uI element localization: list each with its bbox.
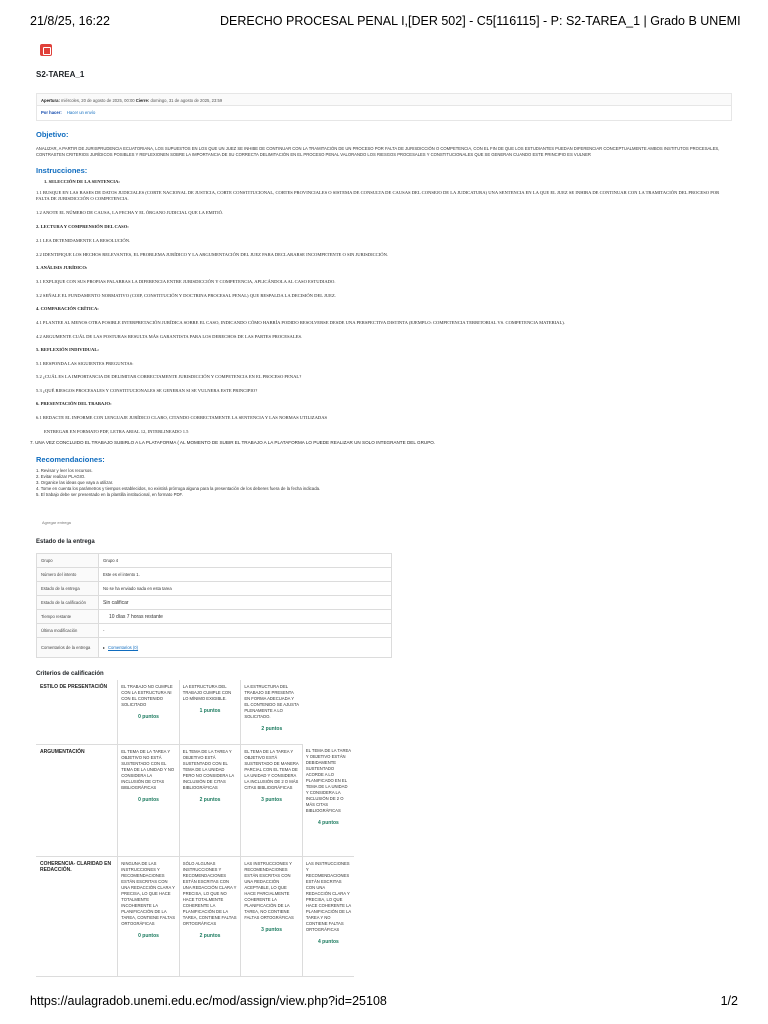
- table-row: [37, 610, 392, 624]
- rubric-level[interactable]: EL TEMA DE LA TAREA Y OBJETIVO ESTÁ SUSTENTADO CON EL TEMA DE LA UNIDAD PERO NO CONSIDERA LA INCLUSIÓN DE CITAS BIBLIOGRÁFICAS 2 puntos: [179, 744, 241, 856]
- todo-label: Por hacer:: [41, 110, 62, 115]
- instruction-item: 6.1 REDACTE EL INFORME CON LENGUAJE JURÍDICO CLARO, CITANDO CORRECTAMENTE LA SENTENCIA Y LAS NORMAS UTILIZADAS: [36, 415, 328, 420]
- instruction-item: 5. REFLEXIÓN INDIVIDUAL:: [36, 347, 99, 352]
- table-row: [37, 624, 392, 638]
- pdf-icon[interactable]: [40, 44, 52, 56]
- status-key: Número del intento: [37, 568, 99, 582]
- rubric-level[interactable]: LA ESTRUCTURA DEL TRABAJO SE PRESENTA EN FORMA ADECUADA Y EL CONTENIDO SE AJUSTA PLENAMENTE A LO SOLICITADO. 2 puntos: [241, 680, 303, 744]
- status-key: Grupo: [37, 554, 99, 568]
- instructions-list: [30, 179, 732, 445]
- table-row: [37, 554, 392, 568]
- instruction-item: 4. COMPARACIÓN CRÍTICA:: [36, 306, 99, 311]
- rubric-level[interactable]: EL TEMA DE LA TAREA Y OBJETIVO ESTÁ SUSTENTADO DE MANERA PARCIAL CON EL TEMA DE LA UNIDAD Y CONSIDERA LA INCLUSIÓN DE 2 O MÁS CITAS BIBLIOGRÁFICAS 3 puntos: [241, 744, 303, 856]
- rubric-level[interactable]: EL TEMA DE LA TAREA Y OBJETIVO ESTÁN DEBIDAMENTE SUSTENTADO ACORDE A LO PLANIFICADO EN EL TEMA DE LA UNIDAD Y CONSIDERA LA INCLUSIÓN DE 2 O MÁS CITAS BIBLIOGRÁFICAS 4 puntos: [302, 744, 354, 856]
- level-points: 0 puntos: [138, 796, 159, 803]
- level-points: 4 puntos: [318, 938, 339, 945]
- table-row: [37, 568, 392, 582]
- objective-text: ANALIZAR, A PARTIR DE JURISPRUDENCIA ECUATORIANA, LOS SUPUESTOS EN LOS QUE UN JUEZ SE INHIBE DE CONTINUAR CON LA TRAMITACIÓN DE UN PROCESO POR FALTA DE JURISDICCIÓN O COMPETENCIA, CON EL FIN DE QUE LOS ESTUDIANTES PUEDAN DIFERENCIAR CONCEPTUALMENTE AMBOS INSTITUTOS PROCESALES, CONTRASTEN CRITERIOS JURÍDICOS POSIBLES Y REFLEXIONEN SOBRE LA IMPORTANCIA DE SU CORRECTA DELIMITACIÓN EN EL PROCESO PENAL VALORANDO LOS RIESGOS PROCESALES Y CONSTITUCIONALES QUE SE GENERAN CUANDO ESTE PRINCIPIO ES VULNER: [36, 146, 720, 157]
- level-points: 3 puntos: [261, 926, 282, 933]
- table-row: [37, 638, 392, 658]
- instruction-item: 3. ANÁLISIS JURÍDICO:: [36, 265, 88, 270]
- instruction-item: 2.1 LEA DETENIDAMENTE LA RESOLUCIÓN.: [36, 238, 131, 243]
- add-submission-button[interactable]: Agregar entrega: [42, 520, 71, 525]
- level-points: 2 puntos: [261, 726, 283, 732]
- recommendation-item: 5. El trabajo debe ser presentado en la plantilla institucional, en formato PDF.: [36, 492, 183, 497]
- instruction-item: 6. PRESENTACIÓN DEL TRABAJO:: [36, 401, 112, 406]
- instruction-item: 5.1 RESPONDA LAS SIGUIENTES PREGUNTAS:: [36, 361, 134, 366]
- instructions-heading: Instrucciones:: [36, 166, 88, 175]
- print-header: [30, 14, 741, 32]
- rubric-row: [36, 744, 354, 856]
- status-key: Última modificación: [37, 624, 99, 638]
- status-value: Este es el intento 1.: [99, 568, 392, 582]
- instruction-item: 5.3 ¿QUÉ RIESGOS PROCESALES Y CONSTITUCIONALES SE GENERAN SI SE VULNERA ESTE PRINCIPIO?: [36, 388, 258, 393]
- print-footer: [30, 994, 738, 1012]
- main-content: [30, 44, 732, 945]
- status-key: Estado de la calificación: [37, 596, 99, 610]
- level-points: 2 puntos: [199, 932, 221, 939]
- status-value: No se ha enviado nada en esta tarea: [99, 582, 392, 596]
- criterion-name: ESTILO DE PRESENTACIÓN: [36, 680, 118, 744]
- level-points: 1 puntos: [199, 708, 221, 714]
- criterion-name: COHERENCIA- CLARIDAD EN REDACCIÓN.: [36, 856, 118, 976]
- rubric-level[interactable]: LAS INSTRUCCIONES Y RECOMENDACIONES ESTÁN ESCRITAS CON UNA REDACCIÓN ACEPTABLE, LO QUE HACE PARCIALMENTE COHERENTE LA PLANIFICACIÓN DE LA TAREA, NO CONTIENE FALTAS ORTOGRÁFICAS 3 puntos: [241, 856, 303, 976]
- rubric-table: [36, 680, 354, 977]
- rubric-level[interactable]: NINGUNA DE LAS INSTRUCCIONES Y RECOMENDACIONES ESTÁN ESCRITAS CON UNA REDACCIÓN CLARA Y PRECISA, LO QUE HACE TOTALMENTE INCOHERENTE LA PLANIFICACIÓN DE LA TAREA, CONTIENE FALTAS ORTOGRÁFICAS 0 puntos: [118, 856, 180, 976]
- instruction-item: 1. SELECCIÓN DE LA SENTENCIA:: [44, 179, 120, 184]
- opened-label: Apertura:: [41, 98, 60, 103]
- status-value: -: [99, 624, 392, 638]
- rubric-row: [36, 680, 354, 744]
- opened-value: miércoles, 20 de agosto de 2025, 00:00: [61, 98, 135, 103]
- recommendation-item: 4. Tome en cuenta los parámetros y tiempos establecidos, no existirá prórroga alguna para la presentación de los deberes fuera de la fecha indicada.: [36, 486, 321, 491]
- page-number: 1/2: [720, 994, 738, 1008]
- todo-row: [37, 106, 731, 120]
- instruction-item: 3.2 SEÑALE EL FUNDAMENTO NORMATIVO (COIP, CONSTITUCIÓN Y DOCTRINA PROCESAL PENAL) QUE RESPALDA LA DECISIÓN DEL JUEZ.: [36, 293, 336, 298]
- status-key: Comentarios de la entrega: [37, 638, 99, 658]
- submission-status-table: [36, 553, 392, 658]
- level-points: 2 puntos: [199, 796, 221, 803]
- instruction-item: 2.2 IDENTIFIQUE LOS HECHOS RELEVANTES, EL PROBLEMA JURÍDICO Y LA ARGUMENTACIÓN DEL JUEZ PARA DECLARARSE INCOMPETENTE O SIN JURISDICCIÓN.: [36, 252, 389, 257]
- table-row: [37, 582, 392, 596]
- recommendation-item: 2. Evitar realizar PLAGIO.: [36, 474, 86, 479]
- rubric-heading: Criterios de calificación: [36, 671, 104, 677]
- recommendations-heading: Recomendaciones:: [36, 455, 105, 464]
- level-points: 0 puntos: [138, 932, 159, 939]
- status-value: Grupo 4: [99, 554, 392, 568]
- status-value: Sin calificar: [99, 596, 392, 610]
- recommendation-item: 3. Organice las ideas que vaya a utilizar.: [36, 480, 114, 485]
- rubric-level[interactable]: EL TEMA DE LA TAREA Y OBJETIVO NO ESTÁ SUSTENTADO CON EL TEMA DE LA UNIDAD Y NO CONSIDERA LA INCLUSIÓN DE CITAS BIBLIOGRÁFICAS 0 puntos: [118, 744, 180, 856]
- page-url: https://aulagradob.unemi.edu.ec/mod/assign/view.php?id=25108: [30, 994, 387, 1008]
- expand-icon[interactable]: ▸: [103, 645, 106, 650]
- task-title: S2-TAREA_1: [36, 70, 85, 79]
- comments-link[interactable]: Comentarios (0): [108, 645, 139, 650]
- objective-heading: Objetivo:: [36, 130, 69, 139]
- instruction-item: 4.2 ARGUMENTE CUÁL DE LAS POSTURAS RESULTA MÁS GARANTISTA PARA LOS DERECHOS DE LAS PARTES PROCESALES.: [36, 334, 303, 339]
- status-key: Estado de la entrega: [37, 582, 99, 596]
- recommendations-list: [36, 468, 732, 498]
- instruction-item: 4.1 PLANTEE AL MENOS OTRA POSIBLE INTERPRETACIÓN JURÍDICA SOBRE EL CASO, INDICANDO CÓMO HABRÍA PODIDO RESOLVERSE DESDE UNA PERSPECTIVA DISTINTA (EJEMPLO: COMPETENCIA TERRITORIAL VS. COMPETENCIA MATERIAL).: [36, 320, 565, 325]
- instruction-item: 1.1 BUSQUE EN LAS BASES DE DATOS JUDICIALES (CORTE NACIONAL DE JUSTICIA, CORTE CONSTITUCIONAL, CORTES PROVINCIALES O SISTEMA DE CONSULTA DE CAUSAS DEL CONSEJO DE LA JUDICATURA) UNA SENTENCIA EN LA QUE EL JUEZ SE INHIBA DE CONTINUAR CON LA TRAMITACIÓN DEL PROCESO POR FALTA DE JURISDICCIÓN O COMPETENCIA.: [36, 190, 720, 201]
- todo-value: Hacer un envío: [66, 110, 96, 115]
- rubric-level[interactable]: LA ESTRUCTURA DEL TRABAJO CUMPLE CON LO MÍNIMO EXIGIBLE. 1 puntos: [179, 680, 241, 744]
- rubric-level[interactable]: EL TRABAJO NO CUMPLE CON LA ESTRUCTURA NI CON EL CONTENIDO SOLICITADO 0 puntos: [118, 680, 180, 744]
- due-label: Cierre:: [135, 98, 150, 103]
- recommendation-item: 1. Revisar y leer los recursos.: [36, 468, 93, 473]
- activity-dates: [36, 93, 732, 121]
- instruction-item: 2. LECTURA Y COMPRENSIÓN DEL CASO:: [36, 224, 129, 229]
- rubric-level[interactable]: SÓLO ALGUNAS INSTRUCCIONES Y RECOMENDACIONES ESTÁN ESCRITAS CON UNA REDACCIÓN CLARA Y PRECISA, LO QUE NO HACE TOTALMENTE COHERENTE LA PLANIFICACIÓN DE LA TAREA, CONTIENE FALTAS ORTOGRÁFICAS 2 puntos: [179, 856, 241, 976]
- status-value: [99, 638, 392, 658]
- instruction-item: ENTREGAR EN FORMATO PDF, LETRA ARIAL 12, INTERLINEADO 1.5: [44, 429, 189, 434]
- rubric-level[interactable]: LAS INSTRUCCIONES Y RECOMENDACIONES ESTÁN ESCRITAS CON UNA REDACCIÓN CLARA Y PRECISA, LO QUE HACE COHERENTE LA PLANIFICACIÓN DE LA TAREA Y NO CONTIENE FALTAS ORTOGRÁFICAS 4 puntos: [302, 856, 354, 976]
- status-key: Tiempo restante: [37, 610, 99, 624]
- status-value: 10 días 7 horas restante: [99, 610, 392, 624]
- dates-row: [37, 94, 731, 106]
- rubric-row: [36, 856, 354, 976]
- instruction-item: 1.2 ANOTE EL NÚMERO DE CAUSA, LA FECHA Y EL ÓRGANO JUDICIAL QUE LA EMITIÓ.: [36, 210, 224, 215]
- due-value: domingo, 31 de agosto de 2025, 23:59: [150, 98, 223, 103]
- instruction-item: 7. UNA VEZ CONCLUIDO EL TRABAJO SUBIRLO A LA PLATAFORMA ( AL MOMENTO DE SUBIR EL TRABAJO A LA PLATAFORMA LO PUEDE REALIZAR UN SOLO INTEGRANTE DEL GRUPO.: [30, 440, 436, 445]
- instruction-item: 3.1 EXPLIQUE CON SUS PROPIAS PALABRAS LA DIFERENCIA ENTRE JURISDICCIÓN Y COMPETENCIA, APLICÁNDOLA AL CASO ESTUDIADO.: [36, 279, 336, 284]
- level-points: 4 puntos: [318, 820, 339, 826]
- submission-status-heading: Estado de la entrega: [36, 539, 95, 545]
- level-points: 0 puntos: [138, 714, 159, 720]
- level-points: 3 puntos: [261, 796, 282, 803]
- instruction-item: 5.2 ¿CUÁL ES LA IMPORTANCIA DE DELIMITAR CORRECTAMENTE JURISDICCIÓN Y COMPETENCIA EN EL PROCESO PENAL?: [36, 374, 302, 379]
- print-page-title: DERECHO PROCESAL PENAL I,[DER 502] - C5[116115] - P: S2-TAREA_1 | Grado B UNEMI: [220, 14, 741, 28]
- print-datetime: 21/8/25, 16:22: [30, 14, 110, 28]
- criterion-name: ARGUMENTACIÓN: [36, 744, 118, 856]
- table-row: [37, 596, 392, 610]
